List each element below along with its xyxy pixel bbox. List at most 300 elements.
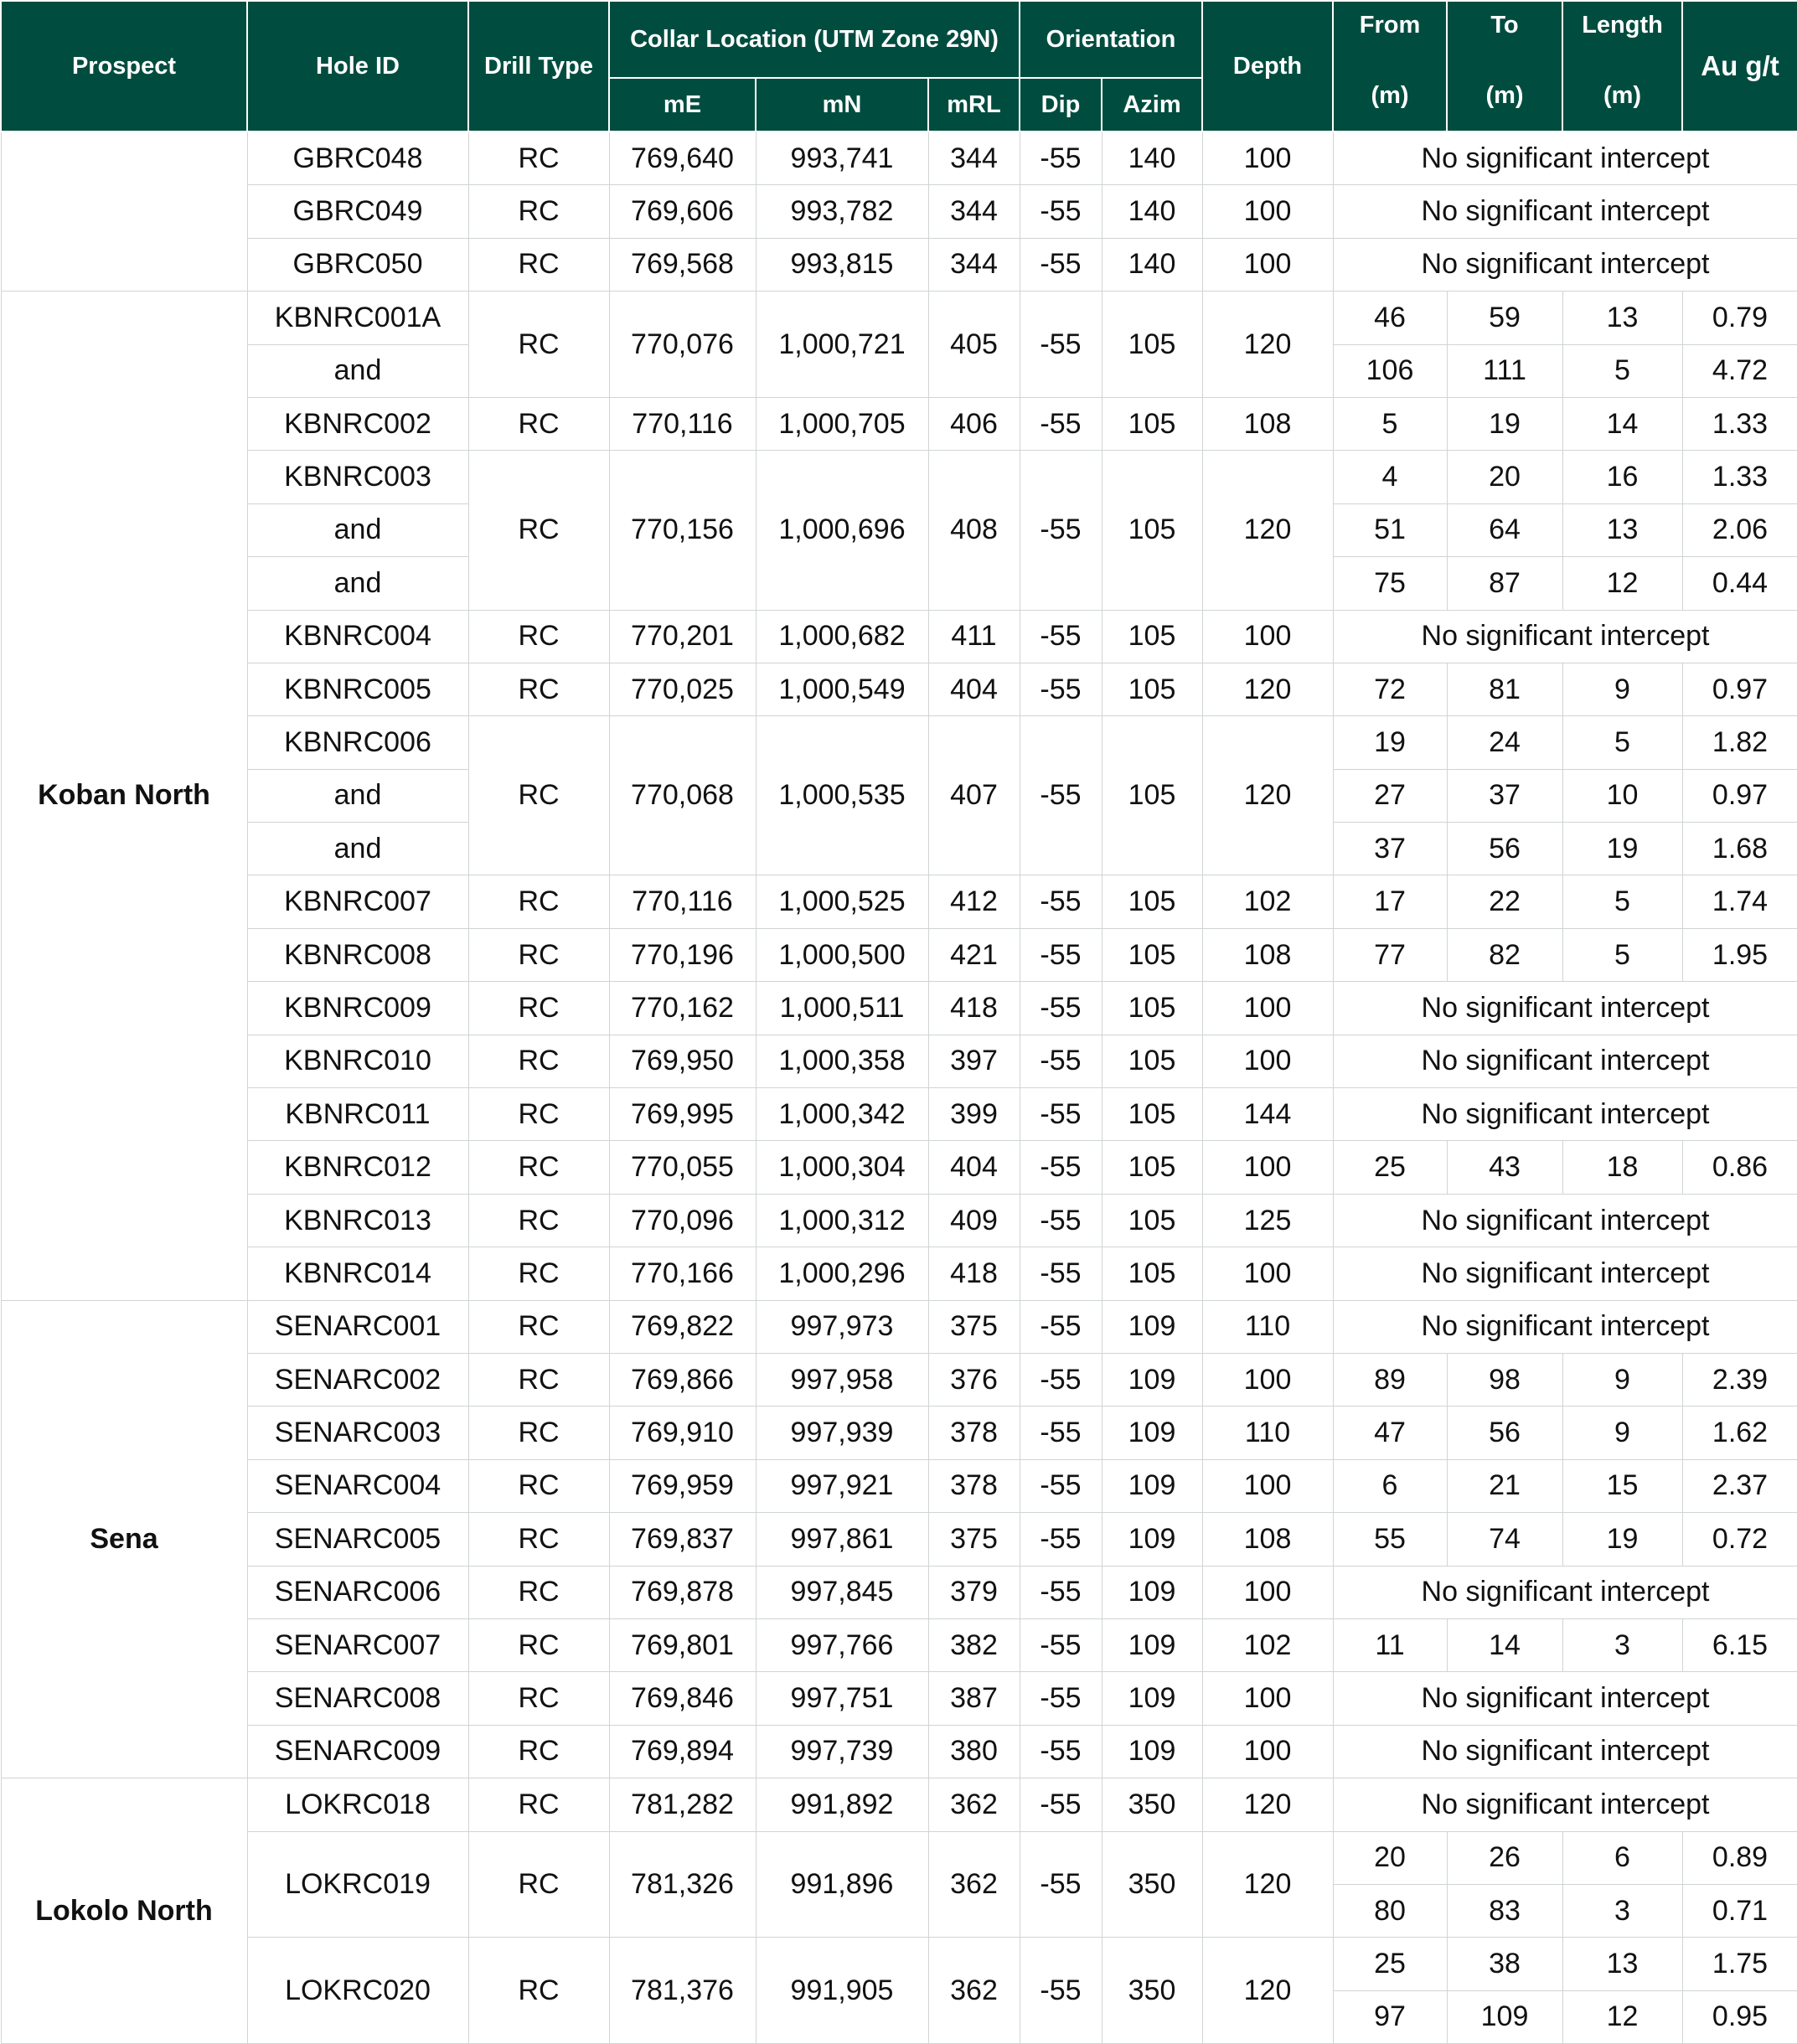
from-cell: 6 bbox=[1333, 1459, 1447, 1512]
length-cell: 19 bbox=[1562, 823, 1682, 875]
length-cell: 16 bbox=[1562, 451, 1682, 503]
drill-type-cell: RC bbox=[468, 1459, 609, 1512]
prospect-cell: Koban North bbox=[1, 292, 247, 1300]
hole-id-cell: KBNRC007 bbox=[247, 875, 468, 928]
azimuth-cell: 109 bbox=[1102, 1459, 1202, 1512]
northing-cell: 997,766 bbox=[756, 1618, 928, 1671]
depth-cell: 100 bbox=[1202, 1247, 1333, 1300]
depth-cell: 100 bbox=[1202, 1353, 1333, 1406]
hole-id-cell: KBNRC014 bbox=[247, 1247, 468, 1300]
drill-type-cell: RC bbox=[468, 451, 609, 610]
easting-cell: 770,068 bbox=[609, 716, 756, 875]
hole-id-cell: GBRC050 bbox=[247, 238, 468, 291]
no-intercept-cell: No significant intercept bbox=[1333, 1672, 1797, 1725]
table-row bbox=[1, 1035, 1797, 1087]
au-grade-cell: 1.95 bbox=[1682, 928, 1797, 981]
depth-cell: 125 bbox=[1202, 1194, 1333, 1247]
rl-cell: 406 bbox=[928, 397, 1020, 450]
azimuth-cell: 105 bbox=[1102, 663, 1202, 715]
au-grade-cell: 1.75 bbox=[1682, 1938, 1797, 1990]
easting-cell: 770,055 bbox=[609, 1141, 756, 1194]
to-cell: 74 bbox=[1447, 1513, 1562, 1566]
header-to-label: To bbox=[1490, 12, 1519, 39]
azimuth-cell: 105 bbox=[1102, 1035, 1202, 1087]
dip-cell: -55 bbox=[1020, 1618, 1102, 1671]
azimuth-cell: 105 bbox=[1102, 875, 1202, 928]
depth-cell: 100 bbox=[1202, 1566, 1333, 1618]
table-row bbox=[1, 1725, 1797, 1778]
au-grade-cell: 1.68 bbox=[1682, 823, 1797, 875]
azimuth-cell: 105 bbox=[1102, 1088, 1202, 1141]
header-from-unit: (m) bbox=[1371, 82, 1409, 110]
au-grade-cell: 0.95 bbox=[1682, 1990, 1797, 2043]
rl-cell: 418 bbox=[928, 982, 1020, 1035]
azimuth-cell: 140 bbox=[1102, 185, 1202, 238]
azimuth-cell: 105 bbox=[1102, 982, 1202, 1035]
prospect-cell bbox=[1, 132, 247, 292]
rl-cell: 408 bbox=[928, 451, 1020, 610]
dip-cell: -55 bbox=[1020, 132, 1102, 185]
header-collar-location: Collar Location (UTM Zone 29N) bbox=[609, 1, 1020, 78]
drill-type-cell: RC bbox=[468, 1725, 609, 1778]
dip-cell: -55 bbox=[1020, 1459, 1102, 1512]
dip-cell: -55 bbox=[1020, 1141, 1102, 1194]
azimuth-cell: 109 bbox=[1102, 1672, 1202, 1725]
northing-cell: 1,000,511 bbox=[756, 982, 928, 1035]
rl-cell: 387 bbox=[928, 1672, 1020, 1725]
azimuth-cell: 109 bbox=[1102, 1513, 1202, 1566]
hole-id-cell: SENARC007 bbox=[247, 1618, 468, 1671]
drill-type-cell: RC bbox=[468, 1247, 609, 1300]
dip-cell: -55 bbox=[1020, 610, 1102, 663]
from-cell: 20 bbox=[1333, 1831, 1447, 1884]
drill-type-cell: RC bbox=[468, 1088, 609, 1141]
dip-cell: -55 bbox=[1020, 1938, 1102, 2044]
hole-id-cell: SENARC003 bbox=[247, 1407, 468, 1459]
to-cell: 22 bbox=[1447, 875, 1562, 928]
depth-cell: 102 bbox=[1202, 1618, 1333, 1671]
dip-cell: -55 bbox=[1020, 238, 1102, 291]
hole-id-cell: GBRC048 bbox=[247, 132, 468, 185]
table-row bbox=[1, 397, 1797, 450]
dip-cell: -55 bbox=[1020, 716, 1102, 875]
header-hole-id: Hole ID bbox=[247, 1, 468, 132]
no-intercept-cell: No significant intercept bbox=[1333, 1194, 1797, 1247]
hole-id-cell: KBNRC010 bbox=[247, 1035, 468, 1087]
depth-cell: 120 bbox=[1202, 663, 1333, 715]
depth-cell: 100 bbox=[1202, 1141, 1333, 1194]
depth-cell: 120 bbox=[1202, 451, 1333, 610]
from-cell: 17 bbox=[1333, 875, 1447, 928]
drill-type-cell: RC bbox=[468, 397, 609, 450]
drill-type-cell: RC bbox=[468, 132, 609, 185]
rl-cell: 411 bbox=[928, 610, 1020, 663]
table-header bbox=[1, 1, 1797, 132]
drill-type-cell: RC bbox=[468, 1618, 609, 1671]
no-intercept-cell: No significant intercept bbox=[1333, 1300, 1797, 1353]
dip-cell: -55 bbox=[1020, 1831, 1102, 1938]
dip-cell: -55 bbox=[1020, 928, 1102, 981]
au-grade-cell: 0.72 bbox=[1682, 1513, 1797, 1566]
length-cell: 5 bbox=[1562, 875, 1682, 928]
table-row bbox=[1, 1831, 1797, 1884]
hole-id-cell: and bbox=[247, 823, 468, 875]
header-length bbox=[1562, 1, 1682, 132]
drill-type-cell: RC bbox=[468, 1407, 609, 1459]
no-intercept-cell: No significant intercept bbox=[1333, 610, 1797, 663]
drill-type-cell: RC bbox=[468, 185, 609, 238]
to-cell: 43 bbox=[1447, 1141, 1562, 1194]
azimuth-cell: 105 bbox=[1102, 928, 1202, 981]
azimuth-cell: 350 bbox=[1102, 1778, 1202, 1831]
depth-cell: 110 bbox=[1202, 1300, 1333, 1353]
hole-id-cell: SENARC009 bbox=[247, 1725, 468, 1778]
table-row bbox=[1, 1459, 1797, 1512]
northing-cell: 1,000,682 bbox=[756, 610, 928, 663]
rl-cell: 344 bbox=[928, 185, 1020, 238]
table-row bbox=[1, 1088, 1797, 1141]
table-row bbox=[1, 1247, 1797, 1300]
northing-cell: 997,845 bbox=[756, 1566, 928, 1618]
to-cell: 20 bbox=[1447, 451, 1562, 503]
depth-cell: 100 bbox=[1202, 238, 1333, 291]
to-cell: 26 bbox=[1447, 1831, 1562, 1884]
rl-cell: 362 bbox=[928, 1831, 1020, 1938]
rl-cell: 418 bbox=[928, 1247, 1020, 1300]
rl-cell: 375 bbox=[928, 1513, 1020, 1566]
rl-cell: 380 bbox=[928, 1725, 1020, 1778]
length-cell: 3 bbox=[1562, 1884, 1682, 1937]
dip-cell: -55 bbox=[1020, 1778, 1102, 1831]
depth-cell: 100 bbox=[1202, 1035, 1333, 1087]
hole-id-cell: LOKRC019 bbox=[247, 1831, 468, 1938]
easting-cell: 781,376 bbox=[609, 1938, 756, 2044]
drill-type-cell: RC bbox=[468, 292, 609, 398]
easting-cell: 781,282 bbox=[609, 1778, 756, 1831]
table-row bbox=[1, 292, 1797, 344]
rl-cell: 397 bbox=[928, 1035, 1020, 1087]
dip-cell: -55 bbox=[1020, 1247, 1102, 1300]
easting-cell: 770,116 bbox=[609, 397, 756, 450]
hole-id-cell: SENARC001 bbox=[247, 1300, 468, 1353]
azimuth-cell: 105 bbox=[1102, 610, 1202, 663]
from-cell: 75 bbox=[1333, 557, 1447, 610]
to-cell: 56 bbox=[1447, 1407, 1562, 1459]
northing-cell: 1,000,705 bbox=[756, 397, 928, 450]
from-cell: 11 bbox=[1333, 1618, 1447, 1671]
hole-id-cell: and bbox=[247, 344, 468, 397]
hole-id-cell: GBRC049 bbox=[247, 185, 468, 238]
table-row bbox=[1, 1300, 1797, 1353]
au-grade-cell: 4.72 bbox=[1682, 344, 1797, 397]
rl-cell: 378 bbox=[928, 1459, 1020, 1512]
dip-cell: -55 bbox=[1020, 1194, 1102, 1247]
azimuth-cell: 109 bbox=[1102, 1353, 1202, 1406]
table-row bbox=[1, 1194, 1797, 1247]
no-intercept-cell: No significant intercept bbox=[1333, 1778, 1797, 1831]
from-cell: 19 bbox=[1333, 716, 1447, 769]
drill-type-cell: RC bbox=[468, 1141, 609, 1194]
drill-type-cell: RC bbox=[468, 610, 609, 663]
easting-cell: 769,606 bbox=[609, 185, 756, 238]
depth-cell: 100 bbox=[1202, 132, 1333, 185]
dip-cell: -55 bbox=[1020, 982, 1102, 1035]
length-cell: 6 bbox=[1562, 1831, 1682, 1884]
easting-cell: 769,878 bbox=[609, 1566, 756, 1618]
from-cell: 37 bbox=[1333, 823, 1447, 875]
northing-cell: 997,958 bbox=[756, 1353, 928, 1406]
to-cell: 38 bbox=[1447, 1938, 1562, 1990]
table-row bbox=[1, 1141, 1797, 1194]
easting-cell: 770,076 bbox=[609, 292, 756, 398]
length-cell: 5 bbox=[1562, 716, 1682, 769]
drill-type-cell: RC bbox=[468, 238, 609, 291]
au-grade-cell: 6.15 bbox=[1682, 1618, 1797, 1671]
length-cell: 5 bbox=[1562, 928, 1682, 981]
azimuth-cell: 105 bbox=[1102, 1141, 1202, 1194]
hole-id-cell: KBNRC008 bbox=[247, 928, 468, 981]
hole-id-cell: KBNRC003 bbox=[247, 451, 468, 503]
header-length-label: Length bbox=[1582, 12, 1663, 39]
from-cell: 97 bbox=[1333, 1990, 1447, 2043]
northing-cell: 1,000,721 bbox=[756, 292, 928, 398]
length-cell: 13 bbox=[1562, 292, 1682, 344]
hole-id-cell: KBNRC009 bbox=[247, 982, 468, 1035]
to-cell: 111 bbox=[1447, 344, 1562, 397]
easting-cell: 769,801 bbox=[609, 1618, 756, 1671]
northing-cell: 997,921 bbox=[756, 1459, 928, 1512]
length-cell: 3 bbox=[1562, 1618, 1682, 1671]
au-grade-cell: 0.44 bbox=[1682, 557, 1797, 610]
header-depth: Depth bbox=[1202, 1, 1333, 132]
drill-type-cell: RC bbox=[468, 1566, 609, 1618]
dip-cell: -55 bbox=[1020, 185, 1102, 238]
rl-cell: 344 bbox=[928, 132, 1020, 185]
header-mrl: mRL bbox=[928, 78, 1020, 132]
hole-id-cell: SENARC008 bbox=[247, 1672, 468, 1725]
header-prospect: Prospect bbox=[1, 1, 247, 132]
depth-cell: 100 bbox=[1202, 1459, 1333, 1512]
from-cell: 4 bbox=[1333, 451, 1447, 503]
northing-cell: 991,896 bbox=[756, 1831, 928, 1938]
table-row bbox=[1, 928, 1797, 981]
northing-cell: 1,000,549 bbox=[756, 663, 928, 715]
no-intercept-cell: No significant intercept bbox=[1333, 1247, 1797, 1300]
northing-cell: 991,892 bbox=[756, 1778, 928, 1831]
length-cell: 18 bbox=[1562, 1141, 1682, 1194]
azimuth-cell: 109 bbox=[1102, 1725, 1202, 1778]
rl-cell: 362 bbox=[928, 1778, 1020, 1831]
to-cell: 56 bbox=[1447, 823, 1562, 875]
to-cell: 14 bbox=[1447, 1618, 1562, 1671]
au-grade-cell: 1.33 bbox=[1682, 451, 1797, 503]
au-grade-cell: 2.39 bbox=[1682, 1353, 1797, 1406]
azimuth-cell: 109 bbox=[1102, 1300, 1202, 1353]
northing-cell: 1,000,304 bbox=[756, 1141, 928, 1194]
from-cell: 80 bbox=[1333, 1884, 1447, 1937]
hole-id-cell: KBNRC001A bbox=[247, 292, 468, 344]
dip-cell: -55 bbox=[1020, 875, 1102, 928]
northing-cell: 1,000,500 bbox=[756, 928, 928, 981]
northing-cell: 1,000,525 bbox=[756, 875, 928, 928]
hole-id-cell: KBNRC013 bbox=[247, 1194, 468, 1247]
prospect-cell: Lokolo North bbox=[1, 1778, 247, 2044]
depth-cell: 110 bbox=[1202, 1407, 1333, 1459]
drill-type-cell: RC bbox=[468, 1353, 609, 1406]
drill-type-cell: RC bbox=[468, 1938, 609, 2044]
drill-type-cell: RC bbox=[468, 663, 609, 715]
dip-cell: -55 bbox=[1020, 451, 1102, 610]
azimuth-cell: 109 bbox=[1102, 1407, 1202, 1459]
to-cell: 82 bbox=[1447, 928, 1562, 981]
rl-cell: 399 bbox=[928, 1088, 1020, 1141]
easting-cell: 770,166 bbox=[609, 1247, 756, 1300]
au-grade-cell: 1.33 bbox=[1682, 397, 1797, 450]
table-body bbox=[1, 132, 1797, 2044]
header-from-label: From bbox=[1359, 12, 1421, 39]
hole-id-cell: and bbox=[247, 769, 468, 822]
header-au-grade: Au g/t bbox=[1682, 1, 1797, 132]
hole-id-cell: SENARC004 bbox=[247, 1459, 468, 1512]
depth-cell: 100 bbox=[1202, 1725, 1333, 1778]
to-cell: 59 bbox=[1447, 292, 1562, 344]
rl-cell: 344 bbox=[928, 238, 1020, 291]
northing-cell: 1,000,312 bbox=[756, 1194, 928, 1247]
table-row bbox=[1, 663, 1797, 715]
hole-id-cell: KBNRC005 bbox=[247, 663, 468, 715]
from-cell: 77 bbox=[1333, 928, 1447, 981]
rl-cell: 404 bbox=[928, 663, 1020, 715]
header-me: mE bbox=[609, 78, 756, 132]
to-cell: 81 bbox=[1447, 663, 1562, 715]
length-cell: 12 bbox=[1562, 557, 1682, 610]
easting-cell: 769,894 bbox=[609, 1725, 756, 1778]
no-intercept-cell: No significant intercept bbox=[1333, 982, 1797, 1035]
dip-cell: -55 bbox=[1020, 1513, 1102, 1566]
rl-cell: 382 bbox=[928, 1618, 1020, 1671]
easting-cell: 770,096 bbox=[609, 1194, 756, 1247]
to-cell: 98 bbox=[1447, 1353, 1562, 1406]
azimuth-cell: 105 bbox=[1102, 292, 1202, 398]
rl-cell: 404 bbox=[928, 1141, 1020, 1194]
easting-cell: 769,866 bbox=[609, 1353, 756, 1406]
length-cell: 13 bbox=[1562, 1938, 1682, 1990]
table-row bbox=[1, 1778, 1797, 1831]
drill-type-cell: RC bbox=[468, 1035, 609, 1087]
header-dip: Dip bbox=[1020, 78, 1102, 132]
easting-cell: 769,568 bbox=[609, 238, 756, 291]
northing-cell: 993,815 bbox=[756, 238, 928, 291]
table-row bbox=[1, 875, 1797, 928]
from-cell: 27 bbox=[1333, 769, 1447, 822]
au-grade-cell: 0.89 bbox=[1682, 1831, 1797, 1884]
length-cell: 13 bbox=[1562, 503, 1682, 556]
easting-cell: 770,116 bbox=[609, 875, 756, 928]
northing-cell: 997,939 bbox=[756, 1407, 928, 1459]
no-intercept-cell: No significant intercept bbox=[1333, 1088, 1797, 1141]
hole-id-cell: SENARC002 bbox=[247, 1353, 468, 1406]
azimuth-cell: 109 bbox=[1102, 1618, 1202, 1671]
hole-id-cell: KBNRC002 bbox=[247, 397, 468, 450]
northing-cell: 993,741 bbox=[756, 132, 928, 185]
northing-cell: 997,751 bbox=[756, 1672, 928, 1725]
rl-cell: 376 bbox=[928, 1353, 1020, 1406]
table-row bbox=[1, 1618, 1797, 1671]
drill-type-cell: RC bbox=[468, 716, 609, 875]
depth-cell: 120 bbox=[1202, 292, 1333, 398]
to-cell: 19 bbox=[1447, 397, 1562, 450]
header-azim: Azim bbox=[1102, 78, 1202, 132]
drill-type-cell: RC bbox=[468, 1831, 609, 1938]
table-row bbox=[1, 1672, 1797, 1725]
northing-cell: 997,739 bbox=[756, 1725, 928, 1778]
hole-id-cell: KBNRC011 bbox=[247, 1088, 468, 1141]
from-cell: 89 bbox=[1333, 1353, 1447, 1406]
header-mn: mN bbox=[756, 78, 928, 132]
easting-cell: 770,156 bbox=[609, 451, 756, 610]
northing-cell: 1,000,358 bbox=[756, 1035, 928, 1087]
easting-cell: 769,910 bbox=[609, 1407, 756, 1459]
azimuth-cell: 140 bbox=[1102, 132, 1202, 185]
au-grade-cell: 2.37 bbox=[1682, 1459, 1797, 1512]
easting-cell: 769,822 bbox=[609, 1300, 756, 1353]
au-grade-cell: 1.82 bbox=[1682, 716, 1797, 769]
easting-cell: 770,196 bbox=[609, 928, 756, 981]
azimuth-cell: 105 bbox=[1102, 1247, 1202, 1300]
table-row bbox=[1, 185, 1797, 238]
header-to-unit: (m) bbox=[1485, 82, 1524, 110]
from-cell: 5 bbox=[1333, 397, 1447, 450]
au-grade-cell: 1.62 bbox=[1682, 1407, 1797, 1459]
depth-cell: 108 bbox=[1202, 1513, 1333, 1566]
drill-type-cell: RC bbox=[468, 1672, 609, 1725]
hole-id-cell: KBNRC004 bbox=[247, 610, 468, 663]
easting-cell: 770,201 bbox=[609, 610, 756, 663]
dip-cell: -55 bbox=[1020, 397, 1102, 450]
hole-id-cell: LOKRC018 bbox=[247, 1778, 468, 1831]
depth-cell: 120 bbox=[1202, 1938, 1333, 2044]
rl-cell: 362 bbox=[928, 1938, 1020, 2044]
northing-cell: 993,782 bbox=[756, 185, 928, 238]
hole-id-cell: SENARC006 bbox=[247, 1566, 468, 1618]
drill-type-cell: RC bbox=[468, 982, 609, 1035]
no-intercept-cell: No significant intercept bbox=[1333, 1566, 1797, 1618]
header-from bbox=[1333, 1, 1447, 132]
to-cell: 24 bbox=[1447, 716, 1562, 769]
hole-id-cell: KBNRC006 bbox=[247, 716, 468, 769]
easting-cell: 770,162 bbox=[609, 982, 756, 1035]
northing-cell: 1,000,535 bbox=[756, 716, 928, 875]
drill-type-cell: RC bbox=[468, 1300, 609, 1353]
dip-cell: -55 bbox=[1020, 1725, 1102, 1778]
northing-cell: 1,000,696 bbox=[756, 451, 928, 610]
easting-cell: 769,959 bbox=[609, 1459, 756, 1512]
table-row bbox=[1, 132, 1797, 185]
no-intercept-cell: No significant intercept bbox=[1333, 1035, 1797, 1087]
depth-cell: 100 bbox=[1202, 610, 1333, 663]
depth-cell: 100 bbox=[1202, 982, 1333, 1035]
drill-type-cell: RC bbox=[468, 1194, 609, 1247]
from-cell: 47 bbox=[1333, 1407, 1447, 1459]
to-cell: 37 bbox=[1447, 769, 1562, 822]
to-cell: 109 bbox=[1447, 1990, 1562, 2043]
northing-cell: 991,905 bbox=[756, 1938, 928, 2044]
depth-cell: 108 bbox=[1202, 397, 1333, 450]
prospect-cell: Sena bbox=[1, 1300, 247, 1778]
depth-cell: 100 bbox=[1202, 185, 1333, 238]
rl-cell: 379 bbox=[928, 1566, 1020, 1618]
table-row bbox=[1, 1407, 1797, 1459]
